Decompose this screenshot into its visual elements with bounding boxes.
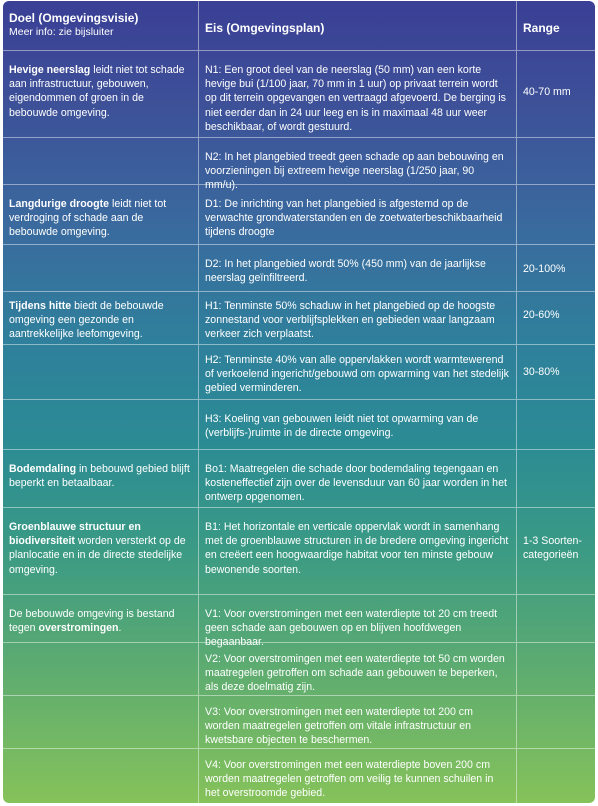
- goal-bold: overstromingen: [38, 622, 119, 635]
- range-cell: [517, 749, 595, 803]
- goal-bold: Langdurige droogte: [9, 198, 110, 210]
- goal-cell: [3, 345, 199, 400]
- goal-cell: [3, 292, 199, 345]
- range-cell: [517, 185, 595, 245]
- requirement-cell: [199, 400, 517, 450]
- requirement-cell: [199, 595, 517, 649]
- header-goal-cell: [3, 1, 199, 51]
- goal-cell: [3, 185, 199, 245]
- goal-cell: [3, 508, 199, 595]
- goal-text: in bebouwd gebied blijft beperkt en betaalbaar.: [9, 463, 190, 490]
- range-cell: [517, 345, 595, 400]
- requirement-text: V4: Voor overstromingen met een waterdiepte boven 200 cm worden maatregelen getroffen om veilig te kunnen schuilen in het overstroomde gebied.: [205, 759, 494, 800]
- range-cell: [517, 450, 595, 508]
- range-cell: [517, 400, 595, 450]
- range-cell: [517, 51, 595, 138]
- header-requirement-title: Eis (Omgevingsplan): [205, 20, 325, 35]
- goal-cell: [3, 138, 199, 185]
- requirement-text: N2: In het plangebied treedt geen schade op aan bebouwing en voorzieningen bij extreem hevige neerslag (1/250 jaar, 90 mm/u).: [205, 151, 504, 192]
- header-range-cell: [517, 1, 595, 51]
- goal-text: De bebouwde omgeving is bestand tegen: [9, 608, 175, 635]
- requirement-text: V2: Voor overstromingen met een waterdiepte tot 50 cm worden maatregelen getroffen om schade aan gebouwen te beperken, als deze doelmatig zijn.: [205, 653, 505, 694]
- goal-cell: [3, 400, 199, 450]
- requirement-cell: [199, 138, 517, 192]
- goal-cell: [3, 643, 199, 696]
- range-value: 1-3 Soorten-categorieën: [523, 535, 582, 562]
- requirement-text: D1: De inrichting van het plangebied is afgestemd op de verwachte grondwaterstanden en de zoetwaterbeschikbaarheid tijdens droogte: [205, 198, 503, 239]
- requirement-text: V3: Voor overstromingen met een waterdiepte tot 200 cm worden maatregelen getroffen om vitale infrastructuur en kwetsbare objecten te beschermen.: [205, 706, 473, 747]
- goal-text: leidt niet tot schade aan infrastructuur, gebouwen, eigendommen of groen in de bebouwde omgeving.: [9, 64, 185, 119]
- header-requirement-cell: [199, 1, 517, 51]
- header-goal-subtitle: Meer info: zie bijsluiter: [9, 26, 114, 38]
- range-cell: [517, 696, 595, 749]
- requirement-cell: [199, 508, 517, 595]
- goal-cell: [3, 450, 199, 508]
- range-value: 40-70 mm: [523, 86, 571, 98]
- goal-bold: Bodemdaling: [9, 463, 77, 475]
- goal-bold: Groenblauwe structuur en biodiversiteit: [9, 521, 141, 548]
- range-cell: [517, 138, 595, 185]
- range-cell: [517, 643, 595, 696]
- range-value: 20-100%: [523, 263, 566, 275]
- requirement-text: H3: Koeling van gebouwen leidt niet tot opwarming van de (verblijfs-)ruimte in de directe omgeving.: [205, 413, 479, 440]
- requirement-text: H1: Tenminste 50% schaduw in het plangebied op de hoogste zonnestand voor verblijfsplekken en gebieden waar langzaam verkeer zich verplaatst.: [205, 300, 496, 341]
- range-cell: [517, 245, 595, 292]
- requirement-cell: [199, 450, 517, 508]
- range-cell: [517, 595, 595, 643]
- goal-text: biedt de bebouwde omgeving een gezonde en aantrekkelijke leefomgeving.: [9, 300, 164, 341]
- requirement-text: D2: In het plangebied wordt 50% (450 mm) van de jaarlijkse neerslag geïnfiltreerd.: [205, 258, 486, 285]
- header-range-title: Range: [523, 20, 560, 35]
- goal-cell: [3, 245, 199, 292]
- goal-cell: [3, 696, 199, 749]
- requirement-cell: [199, 245, 517, 292]
- range-value: 30-80%: [523, 366, 560, 378]
- requirement-cell: [199, 292, 517, 345]
- requirement-text: B1: Het horizontale en verticale oppervlak wordt in samenhang met de groenblauwe structuren in de bredere omgeving ingericht en creëert een hoogwaardige habitat voor ten minste gebouw bewonende soorten.: [205, 521, 509, 576]
- requirement-text: Bo1: Maatregelen die schade door bodemdaling tegengaan en kosteneffectief zijn over de levensduur van 60 jaar worden in het ontwerp opgenomen.: [205, 463, 507, 504]
- goal-cell: [3, 51, 199, 138]
- requirement-text: V1: Voor overstromingen met een waterdiepte tot 20 cm treedt geen schade aan gebouwen op en blijven hoofdwegen begaanbaar.: [205, 608, 498, 649]
- requirements-table: [3, 1, 595, 803]
- goal-bold: Tijdens hitte: [9, 300, 72, 312]
- header-goal-title: Doel (Omgevingsvisie): [9, 11, 139, 25]
- goal-bold: Hevige neerslag: [9, 64, 91, 76]
- range-cell: [517, 508, 595, 595]
- requirement-text: N1: Een groot deel van de neerslag (50 mm) van een korte hevige bui (1/100 jaar, 70 mm in 1 uur) op privaat terrein wordt op dit terrein opgevangen en vertraagd afgevoerd. De berging is niet eerder dan in 24 uur leeg en is in maximaal 48 uur weer beschikbaar, of wordt gestuurd.: [205, 64, 506, 133]
- requirement-cell: [199, 185, 517, 245]
- goal-text: worden versterkt op de planlocatie en in de directe stedelijke omgeving.: [9, 535, 186, 576]
- requirement-cell: [199, 51, 517, 138]
- requirement-cell: [199, 643, 517, 696]
- requirement-cell: [199, 345, 517, 400]
- goal-cell: [3, 749, 199, 803]
- requirement-cell: [199, 696, 517, 749]
- goal-text: .: [118, 622, 122, 635]
- requirement-cell: [199, 749, 517, 803]
- goal-text: leidt niet tot verdroging of schade aan de bebouwde omgeving.: [9, 198, 167, 239]
- requirement-text: H2: Tenminste 40% van alle oppervlakken wordt warmtewerend of verkoelend ingericht/gebouwd om opwarming van het stedelijk gebied verminderen.: [205, 354, 509, 395]
- range-value: 20-60%: [523, 309, 560, 321]
- goal-cell: [3, 595, 199, 643]
- range-cell: [517, 292, 595, 345]
